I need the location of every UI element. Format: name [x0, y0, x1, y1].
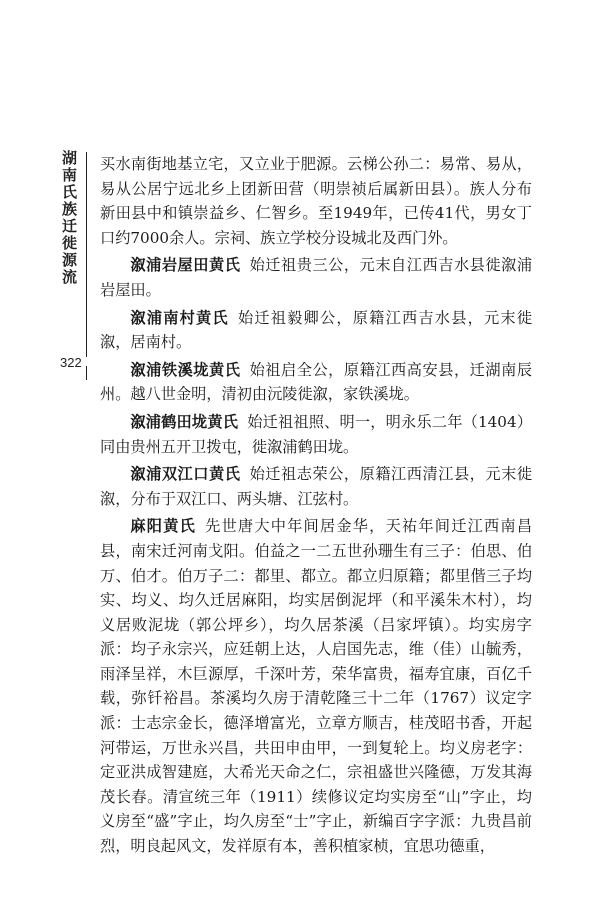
paragraph-text: 买水南街地基立宅，又立业于肥源。云梯公孙二：易常、易从，易从公居宁远北乡上团新田营（明崇祯后属新田县）。族人分布新田县中和镇崇益乡、仁智乡。至1949年，已传41代，男女丁口约7000余人。宗祠、族立学校分设城北及西门外。	[100, 155, 532, 247]
paragraph-heading: 溆浦鹤田垅黄氏	[130, 412, 239, 431]
margin-rule-top	[86, 152, 87, 357]
paragraph	[100, 253, 532, 302]
paragraph-text: 始迁祖毅卿公，原籍江西吉水县，元末徙溆，居南村。	[100, 308, 533, 352]
paragraph	[100, 306, 532, 355]
paragraph-text: 始迁祖志荣公，原籍江西清江县，元末徙溆，分布于双江口、两头塘、江弦村。	[100, 465, 533, 508]
paragraph	[100, 152, 532, 250]
paragraph	[100, 514, 532, 858]
side-title: 湖南氏族迁徙源流	[62, 149, 78, 286]
paragraph-text: 先世唐大中年间居金华，天祐年间迁江西南昌县，南宋迁河南戈阳。伯益之一二五世孙珊生有三子：伯思、伯万、伯才。伯万子二：都里、都立。都立归原籍；都里偕三子均实、均义、均久迁居麻阳，均实居倒泥坪（和平溪朱木村），均义居败泥垅（郭公坪乡），均久居茶溪（吕家坪镇）。均实房字派：均子永宗兴，应廷朝上达，人启国先志，维（佳）山毓秀，雨泽呈祥，木巨源厚，千深叶芳，荣华富贵，福寿宜康，百亿千载，弥钎裕昌。茶溪均久房于清乾隆三十二年（1767）议定字派：士志宗金长，德泽增富光，立章方顺吉，桂茂昭书香，开起河带运，万世永兴昌，共田申由甲，一到复轮上。均义房老字：定亚洪成智建庭，大希光天命之仁，宗祖盛世兴隆德，万发其海茂长春。清宣统三年（1911）续修议定均实房至“山”字止，均义房至“盛”字止，均久房至“士”字止，新编百字字派：九贵昌前烈，明良起风文，发祥原有本，善积植家桢，宜思功德重，	[100, 517, 533, 856]
margin-rule-bottom	[86, 366, 87, 380]
page-number: 322	[60, 355, 82, 370]
paragraph-heading: 溆浦双江口黄氏	[130, 465, 241, 484]
page-body	[100, 152, 532, 859]
paragraph-text: 始迁祖贵三公，元末自江西吉水县徙溆浦岩屋田。	[100, 256, 533, 299]
paragraph-heading: 溆浦岩屋田黄氏	[130, 256, 241, 275]
paragraph	[100, 410, 532, 459]
paragraph-heading: 麻阳黄氏	[130, 517, 197, 536]
paragraph	[100, 462, 532, 511]
paragraph-text: 始迁祖祖照、明一，明永乐二年（1404）同由贵州五开卫拨屯，徙溆浦鹤田垅。	[100, 412, 533, 456]
paragraph	[100, 358, 532, 407]
paragraph-heading: 溆浦南村黄氏	[130, 308, 229, 327]
paragraph-heading: 溆浦铁溪垅黄氏	[130, 360, 241, 379]
paragraph-text: 始祖启全公，原籍江西高安县，迁湖南辰州。越八世金明，清初由沅陵徙溆，家铁溪垅。	[100, 360, 533, 404]
